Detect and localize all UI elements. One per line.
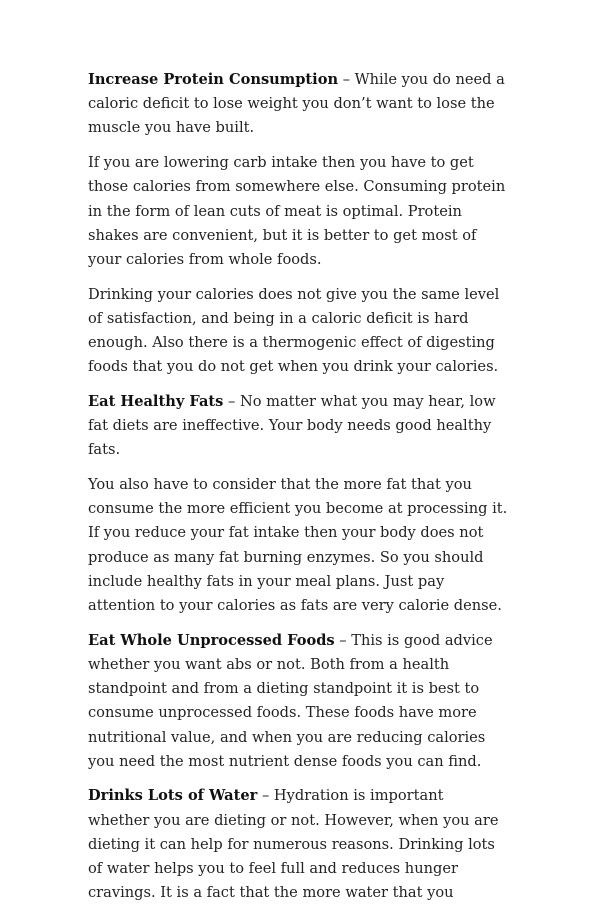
paragraph-protein (88, 68, 508, 141)
paragraph-text: – While you do need a caloric deficit to lose weight you don’t want to lose the muscle you have built. (88, 71, 505, 137)
paragraph-text: – This is good advice whether you want abs or not. Both from a health standpoint and from a dieting standpoint it is best to consume unprocessed foods. These foods have more nutritional value, and when you are reducing calories you need the most nutrient dense foods you can find. (88, 631, 493, 770)
paragraph-text: Drinking your calories does not give you the same level of satisfaction, and being in a caloric deficit is hard enough. Also there is a thermogenic effect of digesting foods that you do not get when you drink your calories. (88, 285, 500, 376)
heading-whole-foods: Eat Whole Unprocessed Foods (88, 631, 335, 649)
document-page (88, 68, 508, 916)
paragraph-healthy-fats (88, 390, 508, 463)
paragraph-text: If you are lowering carb intake then you have to get those calories from somewhere else. Consuming protein in the form of lean cuts of meat is optimal. Protein shakes are convenient, but it is better to get most of your calories from whole foods. (88, 154, 506, 268)
paragraph-carb-intake (88, 151, 508, 272)
paragraph-fat-processing (88, 473, 508, 618)
paragraph-text: – No matter what you may hear, low fat diets are ineffective. Your body needs good healthy fats. (88, 392, 496, 459)
heading-healthy-fats: Eat Healthy Fats (88, 392, 224, 410)
paragraph-water (88, 784, 508, 905)
heading-water: Drinks Lots of Water (88, 787, 258, 805)
paragraph-drinking-calories (88, 283, 508, 380)
heading-protein: Increase Protein Consumption (88, 71, 339, 88)
paragraph-text: – Hydration is important whether you are dieting or not. However, when you are dieting it can help for numerous reasons. Drinking lots of water helps you to feel full and reduces hunger cravings. It is a fact that the more water that you (88, 787, 499, 902)
paragraph-text: You also have to consider that the more fat that you consume the more efficient you become at processing it. If you reduce your fat intake then your body does not produce as many fat burning enzymes. So you should include healthy fats in your meal plans. Just pay attention to your calories as fats are very calorie dense. (88, 476, 508, 615)
paragraph-whole-foods (88, 629, 508, 774)
